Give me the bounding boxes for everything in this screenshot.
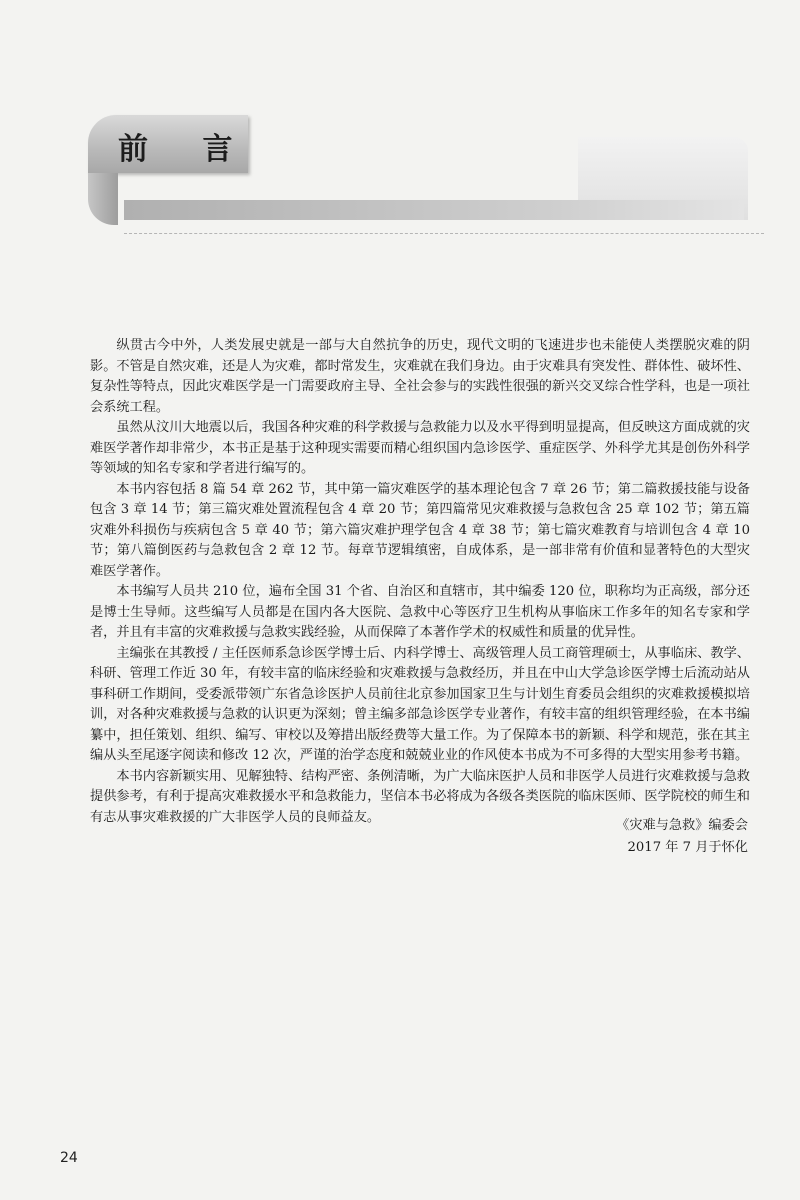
header-ribbon-tail [88,173,118,225]
paragraph: 本书编写人员共 210 位，遍布全国 31 个省、自治区和直辖市，其中编委 120 位，职称均为正高级，部分还是博士生导师。这些编写人员都是在国内各大医院、急救中心等医疗卫生机构从事临床工作多年的知名专家和学者，并且有丰富的灾难救援与急救实践经验，从而保障了本著作学术的权威性和质量的优异性。 [90,584,750,640]
signature-block [616,815,748,859]
page-title: 前 言 [118,132,255,167]
paragraph: 本书内容新颖实用、见解独特、结构严密、条例清晰，为广大临床医护人员和非医学人员进行灾难救援与急救提供参考，有利于提高灾难救援水平和急救能力，坚信本书必将成为各级各类医院的临床医师、医学院校的师生和有志从事灾难救援的广大非医学人员的良师益友。 [90,768,750,825]
paragraph: 主编张在其教授 / 主任医师系急诊医学博士后、内科学博士、高级管理人员工商管理硕士，从事临床、教学、科研、管理工作近 30 年，有较丰富的临床经验和灾难救援与急救经历，并且在中山大学急诊医学博士后流动站从事科研工作期间，受委派带领广东省急诊医护人员前往北京参加国家卫生与计划生育委员会组织的灾难救援模拟培训，对各种灾难救援与急救的认识更为深刻；曾主编多部急诊医学专业著作，有较丰富的组织管理经验，在本书编纂中，担任策划、组织、编写、审校以及筹措出版经费等大量工作。为了保障本书的新颖、科学和规范，张在其主编从头至尾逐字阅读和修改 12 次，严谨的治学态度和兢兢业业的作风使本书成为不可多得的大型实用参考书籍。 [90,645,750,763]
paragraph: 虽然从汶川大地震以后，我国各种灾难的科学救援与急救能力以及水平得到明显提高，但反映这方面成就的灾难医学著作却非常少，本书正是基于这种现实需要而精心组织国内急诊医学、重症医学、外科学尤其是创伤外科学等领域的知名专家和学者进行编写的。 [90,420,750,476]
paragraph: 本书内容包括 8 篇 54 章 262 节，其中第一篇灾难医学的基本理论包含 7 章 26 节；第二篇救援技能与设备包含 3 章 14 节；第三篇灾难处置流程包含 4 章 20 节；第四篇常见灾难救援与急救包含 25 章 102 节；第五篇灾难外科损伤与疾病包含 5 章 40 节；第六篇灾难护理学包含 4 章 38 节；第七篇灾难教育与培训包含 4 章 10 节；第八篇倒医药与急救包含 2 章 12 节。每章节逻辑缜密，自成体系，是一部非常有价值和显著特色的大型灾难医学著作。 [90,481,750,579]
paragraph: 纵贯古今中外，人类发展史就是一部与大自然抗争的历史，现代文明的飞速进步也未能使人类摆脱灾难的阴影。不管是自然灾难，还是人为灾难，都时常发生，灾难就在我们身边。由于灾难具有突发性、群体性、破坏性、复杂性等特点，因此灾难医学是一门需要政府主导、全社会参与的实践性很强的新兴交叉综合性学科，也是一项社会系统工程。 [90,338,750,415]
header-bar [124,200,744,220]
header-divider [124,233,764,234]
chapter-header-banner [88,115,748,235]
page-number: 24 [60,1150,78,1166]
editorial-committee: 《灾难与急救》编委会 [616,818,748,833]
signature-date: 2017 年 7 月于怀化 [627,840,748,855]
preface-body [90,336,750,828]
